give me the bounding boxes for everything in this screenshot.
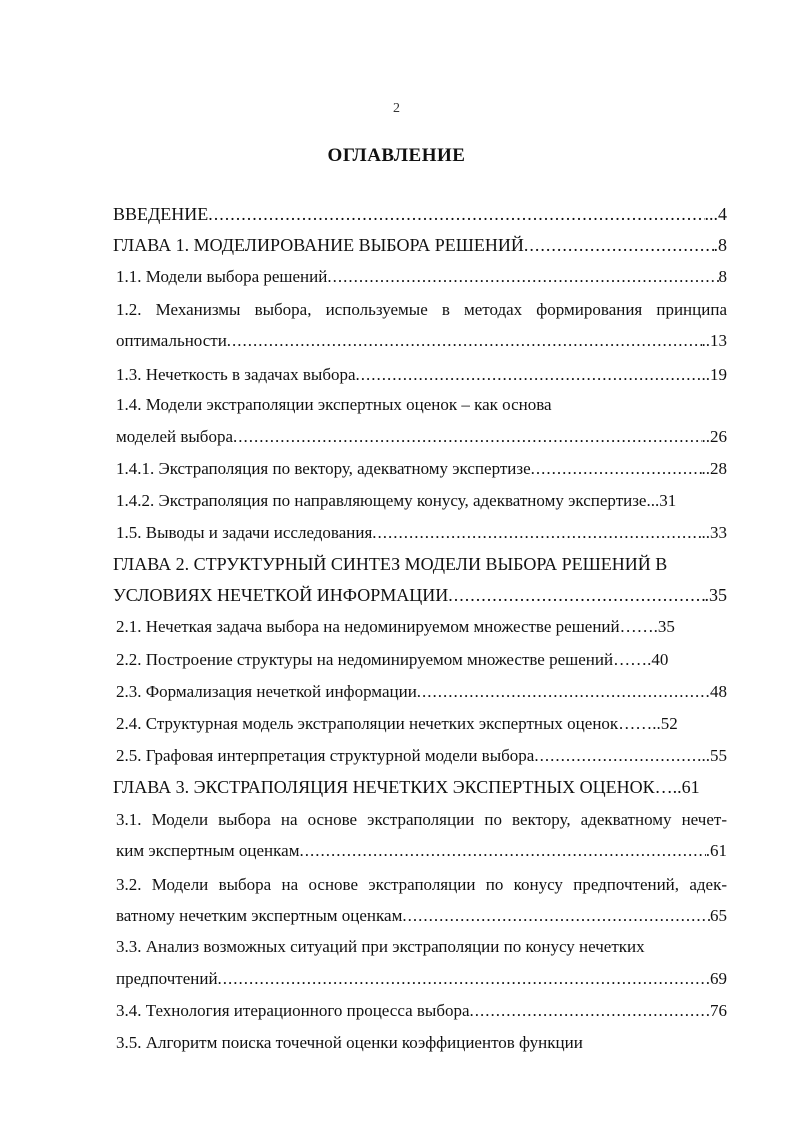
toc-dot-leader <box>372 520 701 546</box>
toc-entry-3-3[interactable] <box>116 966 727 992</box>
toc-entry-page: .8 <box>713 235 727 255</box>
toc-entry-1-4-2[interactable] <box>116 488 727 514</box>
toc-entry-1-3[interactable] <box>116 362 727 388</box>
page-title: ОГЛАВЛЕНИЕ <box>327 145 466 166</box>
toc-entry-page: ...31 <box>646 491 677 510</box>
toc-entry-label: моделей выбора <box>116 427 233 446</box>
toc-entry-1-4-line1[interactable]: 1.4. Модели экстраполяции экспертных оценок – как основа <box>116 395 552 414</box>
toc-dot-leader <box>299 838 705 864</box>
toc-entry-chapter-3[interactable] <box>113 774 727 800</box>
toc-entry-3-1[interactable] <box>116 838 727 864</box>
toc-entry-page: ..33 <box>701 523 727 542</box>
toc-entry-page: ..55 <box>701 746 727 765</box>
toc-entry-2-3[interactable] <box>116 679 727 705</box>
toc-entry-label: ватному нечетким экспертным оценкам <box>116 906 403 925</box>
toc-entry-label: 2.3. Формализация нечеткой информации <box>116 682 417 701</box>
toc-entry-2-1[interactable] <box>116 614 727 640</box>
toc-dot-leader <box>208 201 704 227</box>
toc-dot-leader <box>227 328 702 354</box>
toc-entry-label: 1.1. Модели выбора решений <box>116 267 328 286</box>
toc-entry-3-5-line1[interactable]: 3.5. Алгоритм поиска точечной оценки коэффициентов функции <box>116 1033 583 1052</box>
toc-entry-3-4[interactable] <box>116 998 727 1024</box>
toc-entry-label: 1.5. Выводы и задачи исследования <box>116 523 373 542</box>
toc-entry-page: ..19 <box>701 365 727 384</box>
toc-dot-leader <box>402 903 710 929</box>
toc-dot-leader <box>531 456 702 482</box>
toc-entry-page: …….35 <box>619 617 675 636</box>
toc-entry-page: 76 <box>710 1001 727 1020</box>
toc-entry-label: ВВЕДЕНИЕ <box>113 204 209 224</box>
toc-entry-chapter-2[interactable] <box>113 582 727 608</box>
toc-entry-page: .35 <box>704 585 727 605</box>
toc-entry-page: …….40 <box>613 650 669 669</box>
toc-entry-label: ГЛАВА 3. ЭКСТРАПОЛЯЦИЯ НЕЧЕТКИХ ЭКСПЕРТНЫХ ОЦЕНОК <box>113 777 655 797</box>
toc-entry-page: 65 <box>710 906 727 925</box>
toc-entry-page: 69 <box>710 969 727 988</box>
toc-entry-label: 1.3. Нечеткость в задачах выбора <box>116 365 356 384</box>
toc-entry-label: оптимальности <box>116 331 227 350</box>
toc-entry-page: 48 <box>710 682 727 701</box>
toc-entry-label: 2.4. Структурная модель экстраполяции нечетких экспертных оценок <box>116 714 619 733</box>
toc-dot-leader <box>218 966 710 992</box>
toc-entry-label: 2.1. Нечеткая задача выбора на недоминируемом множестве решений <box>116 617 620 636</box>
toc-entry-chapter-2-line1[interactable]: ГЛАВА 2. СТРУКТУРНЫЙ СИНТЕЗ МОДЕЛИ ВЫБОРА РЕШЕНИЙ В <box>113 554 668 574</box>
toc-dot-leader <box>524 232 714 258</box>
toc-entry-label: ким экспертным оценкам <box>116 841 300 860</box>
toc-dot-leader <box>233 424 702 450</box>
toc-entry-page: 8 <box>718 267 727 286</box>
toc-entry-page: ..28 <box>701 459 727 478</box>
toc-entry-page: ...4 <box>704 204 727 224</box>
toc-dot-leader <box>534 743 701 769</box>
toc-entry-2-5[interactable] <box>116 743 727 769</box>
toc-entry-1-4-1[interactable] <box>116 456 727 482</box>
toc-entry-label: 2.2. Построение структуры на недоминируемом множестве решений <box>116 650 614 669</box>
toc-entry-3-1-line1[interactable]: 3.1. Модели выбора на основе экстраполяции по вектору, адекватному нечет- <box>116 810 727 829</box>
toc-entry-label: УСЛОВИЯХ НЕЧЕТКОЙ ИНФОРМАЦИИ <box>113 585 449 605</box>
toc-entry-1-2[interactable] <box>116 328 727 354</box>
toc-dot-leader <box>356 362 702 388</box>
toc-dot-leader <box>470 998 710 1024</box>
toc-entry-page: .61 <box>705 841 727 860</box>
toc-entry-label: 3.4. Технология итерационного процесса выбора <box>116 1001 470 1020</box>
toc-entry-3-2[interactable] <box>116 903 727 929</box>
toc-entry-2-4[interactable] <box>116 711 727 737</box>
toc-entry-introduction[interactable] <box>113 201 727 227</box>
toc-entry-1-4[interactable] <box>116 424 727 450</box>
toc-entry-label: 1.4.2. Экстраполяция по направляющему конусу, адекватному экспертизе <box>116 491 647 510</box>
toc-entry-1-1[interactable] <box>116 264 727 290</box>
toc-dot-leader <box>327 264 718 290</box>
toc-dot-leader <box>417 679 710 705</box>
toc-entry-label: ГЛАВА 1. МОДЕЛИРОВАНИЕ ВЫБОРА РЕШЕНИЙ <box>113 235 524 255</box>
toc-entry-1-5[interactable] <box>116 520 727 546</box>
toc-entry-3-3-line1[interactable]: 3.3. Анализ возможных ситуаций при экстраполяции по конусу нечетких <box>116 937 645 956</box>
toc-entry-page: ..13 <box>701 331 727 350</box>
toc-entry-2-2[interactable] <box>116 647 727 673</box>
toc-entry-label: 2.5. Графовая интерпретация структурной модели выбора <box>116 746 535 765</box>
toc-entry-1-2-line1[interactable]: 1.2. Механизмы выбора, используемые в методах формирования принципа <box>116 300 727 319</box>
toc-entry-label: предпочтений <box>116 969 218 988</box>
toc-entry-label: 1.4.1. Экстраполяция по вектору, адекватному экспертизе <box>116 459 531 478</box>
toc-entry-page: ……..52 <box>618 714 678 733</box>
toc-dot-leader <box>448 582 704 608</box>
toc-entry-chapter-1[interactable] <box>113 232 727 258</box>
toc-entry-page: …..61 <box>654 777 700 797</box>
toc-entry-page: ..26 <box>701 427 727 446</box>
page-number: 2 <box>393 101 400 116</box>
toc-entry-3-2-line1[interactable]: 3.2. Модели выбора на основе экстраполяции по конусу предпочтений, адек- <box>116 875 727 894</box>
